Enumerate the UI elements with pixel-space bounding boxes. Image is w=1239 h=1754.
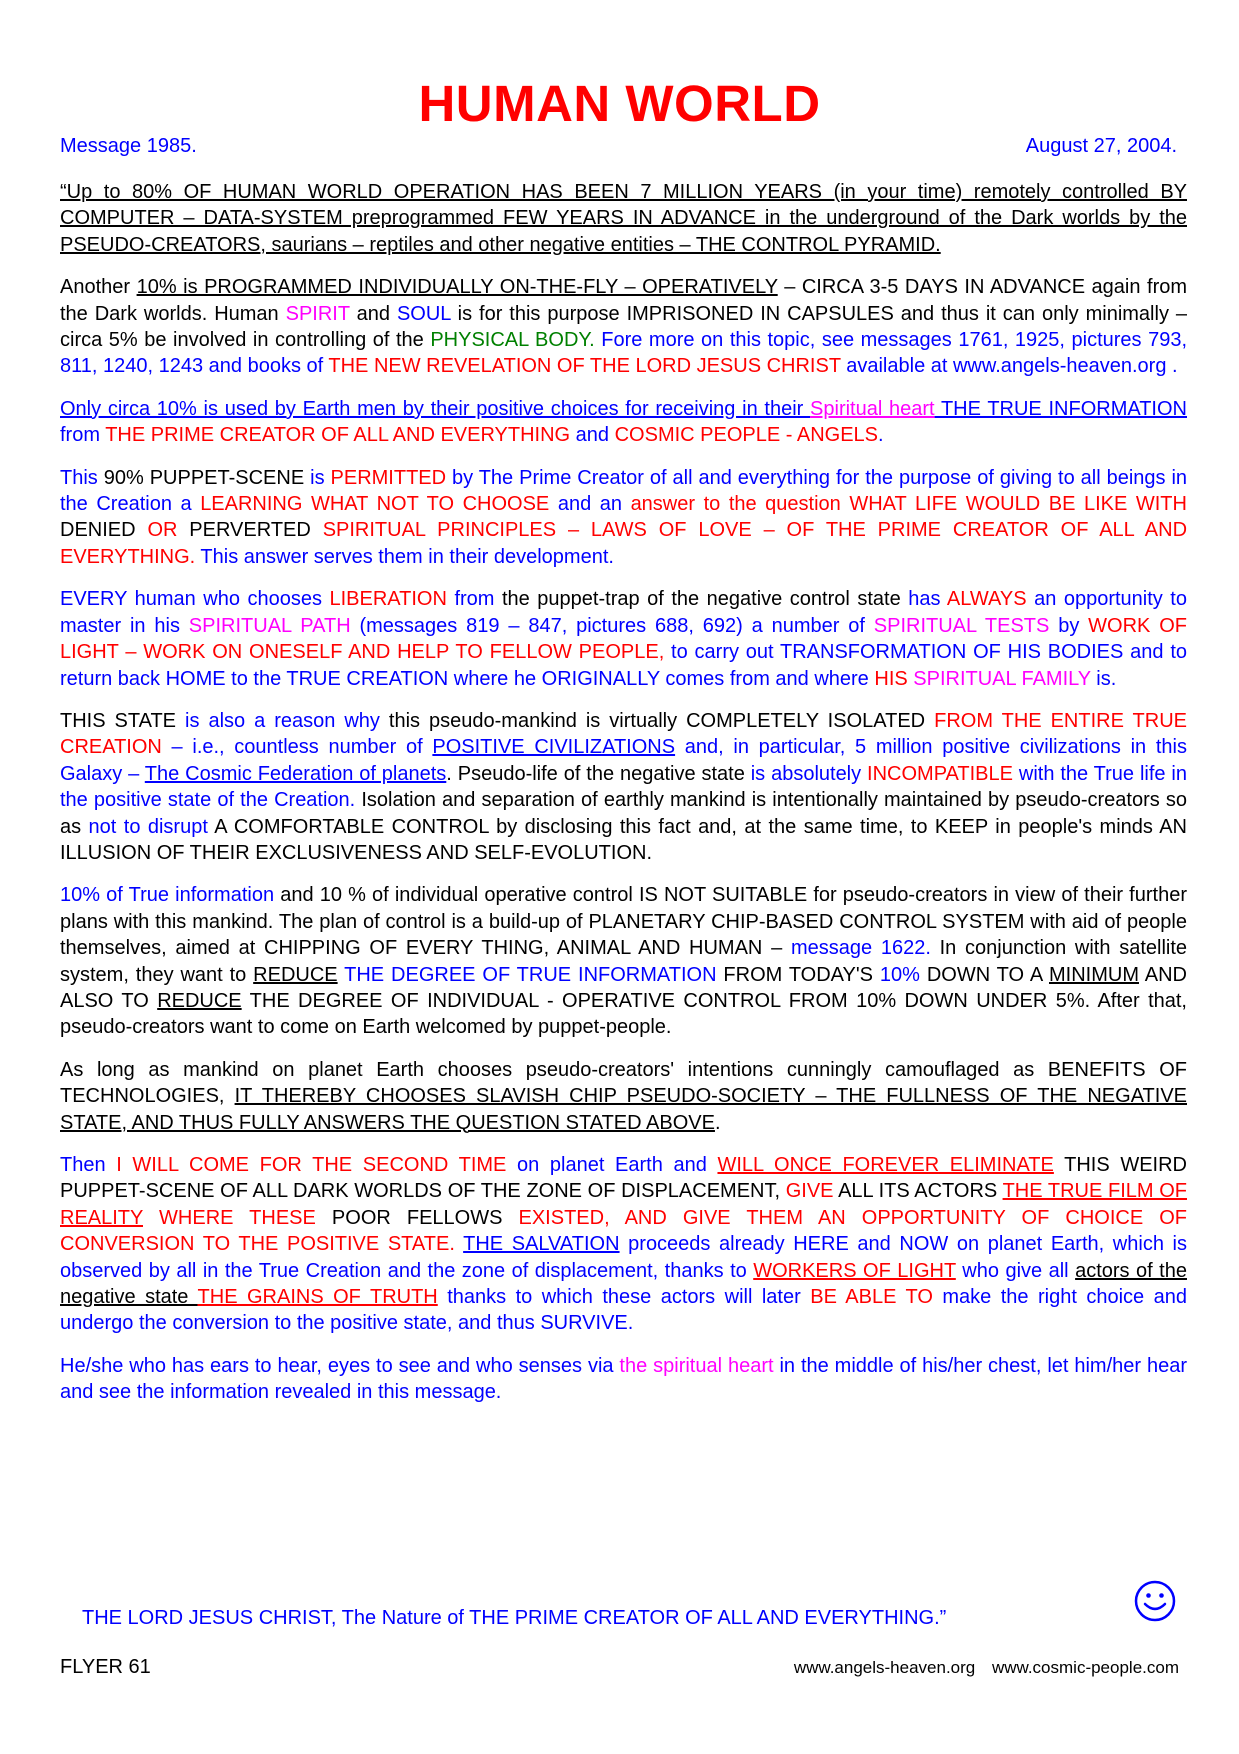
paragraph-9: Then I WILL COME FOR THE SECOND TIME on planet Earth and WILL ONCE FOREVER ELIMINATE THIS WEIRD PUPPET-SCENE OF ALL DARK WORLDS OF THE ZONE OF DISPLACEMENT, GIVE ALL ITS ACTORS THE TRUE FILM OF REALITY WHERE THESE POOR FELLOWS EXISTED, AND GIVE THEM AN OPPORTUNITY OF CHOICE OF CONVERSION TO THE POSITIVE STATE. THE SALVATION proceeds already HERE and NOW on planet Earth, which is observed by all in the True Creation and the zone of displacement, thanks to WORKERS OF LIGHT who give all actors of the negative state THE GRAINS OF TRUTH thanks to which these actors will later BE ABLE TO make the right choice and undergo the conversion to the positive state, and thus SURVIVE. [60, 1154, 1187, 1335]
smiley-icon [1133, 1579, 1177, 1623]
message-number: Message 1985. [60, 135, 197, 157]
message-date: August 27, 2004. [1025, 135, 1177, 157]
page-title: HUMAN WORLD [418, 75, 821, 132]
signature: THE LORD JESUS CHRIST, The Nature of THE PRIME CREATOR OF ALL AND EVERYTHING.” [82, 1607, 947, 1629]
flyer-number: FLYER 61 [60, 1656, 151, 1678]
paragraph-1: “Up to 80% OF HUMAN WORLD OPERATION HAS BEEN 7 MILLION YEARS (in your time) remotely controlled BY COMPUTER – DATA-SYSTEM preprogrammed FEW YEARS IN ADVANCE in the underground of the Dark worlds by the PSEUDO-CREATORS, saurians – reptiles and other negative entities – THE CONTROL PYRAMID. [60, 181, 1187, 256]
paragraph-4: This 90% PUPPET-SCENE is PERMITTED by The Prime Creator of all and everything for the purpose of giving to all beings in the Creation a LEARNING WHAT NOT TO CHOOSE and an answer to the question WHAT LIFE WOULD BE LIKE WITH DENIED OR PERVERTED SPIRITUAL PRINCIPLES – LAWS OF LOVE – OF THE PRIME CREATOR OF ALL AND EVERYTHING. This answer serves them in their development. [60, 466, 1188, 568]
paragraph-5: EVERY human who chooses LIBERATION from the puppet-trap of the negative control state has ALWAYS an opportunity to master in his SPIRITUAL PATH (messages 819 – 847, pictures 688, 692) a number of SPIRITUAL TESTS by WORK OF LIGHT – WORK ON ONESELF AND HELP TO FELLOW PEOPLE, to carry out TRANSFORMATION OF HIS BODIES and to return back HOME to the TRUE CREATION where he ORIGINALLY comes from and where HIS SPIRITUAL FAMILY is. [60, 588, 1188, 690]
paragraph-6: THIS STATE is also a reason why this pseudo-mankind is virtually COMPLETELY ISOLATED FROM THE ENTIRE TRUE CREATION – i.e., countless number of POSITIVE CIVILIZATIONS and, in particular, 5 million positive civilizations in this Galaxy – The Cosmic Federation of planets. Pseudo-life of the negative state is absolutely INCOMPATIBLE with the True life in the positive state of the Creation. Isolation and separation of earthly mankind is intentionally maintained by pseudo-creators so as not to disrupt A COMFORTABLE CONTROL by disclosing this fact and, at the same time, to KEEP in people's minds AN ILLUSION OF THEIR EXCLUSIVENESS AND SELF-EVOLUTION. [60, 709, 1187, 864]
paragraph-8: As long as mankind on planet Earth chooses pseudo-creators' intentions cunningly camouflaged as BENEFITS OF TECHNOLOGIES, IT THEREBY CHOOSES SLAVISH CHIP PSEUDO-SOCIETY – THE FULLNESS OF THE NEGATIVE STATE, AND THUS FULLY ANSWERS THE QUESTION STATED ABOVE. [60, 1058, 1187, 1134]
footer-links [794, 1655, 1179, 1680]
message-body [60, 179, 1187, 1422]
footer-link-cosmic-people[interactable]: www.cosmic-people.com [991, 1658, 1179, 1677]
paragraph-2: Another 10% is PROGRAMMED INDIVIDUALLY ON-THE-FLY – OPERATIVELY – CIRCA 3-5 DAYS IN ADVANCE again from the Dark worlds. Human SPIRIT and SOUL is for this purpose IMPRISONED IN CAPSULES and thus it can only minimally – circa 5% be involved in controlling of the PHYSICAL BODY. Fore more on this topic, see messages 1761, 1925, pictures 793, 811, 1240, 1243 and books of THE NEW REVELATION OF THE LORD JESUS CHRIST available at www.angels-heaven.org . [60, 276, 1188, 378]
footer-link-angels-heaven[interactable]: www.angels-heaven.org [793, 1658, 976, 1677]
paragraph-10: He/she who has ears to hear, eyes to see and who senses via the spiritual heart in the middle of his/her chest, let him/her hear and see the information revealed in this message. [60, 1354, 1187, 1404]
paragraph-3: Only circa 10% is used by Earth men by their positive choices for receiving in their Spiritual heart THE TRUE INFORMATION from THE PRIME CREATOR OF ALL AND EVERYTHING and COSMIC PEOPLE - ANGELS. [60, 397, 1187, 447]
paragraph-7: 10% of True information and 10 % of individual operative control IS NOT SUITABLE for pseudo-creators in view of their further plans with this mankind. The plan of control is a build-up of PLANETARY CHIP-BASED CONTROL SYSTEM with aid of people themselves, aimed at CHIPPING OF EVERY THING, ANIMAL AND HUMAN – message 1622. In conjunction with satellite system, they want to REDUCE THE DEGREE OF TRUE INFORMATION FROM TODAY'S 10% DOWN TO A MINIMUM AND ALSO TO REDUCE THE DEGREE OF INDIVIDUAL - OPERATIVE CONTROL FROM 10% DOWN UNDER 5%. After that, pseudo-creators want to come on Earth welcomed by puppet-people. [60, 884, 1188, 1039]
